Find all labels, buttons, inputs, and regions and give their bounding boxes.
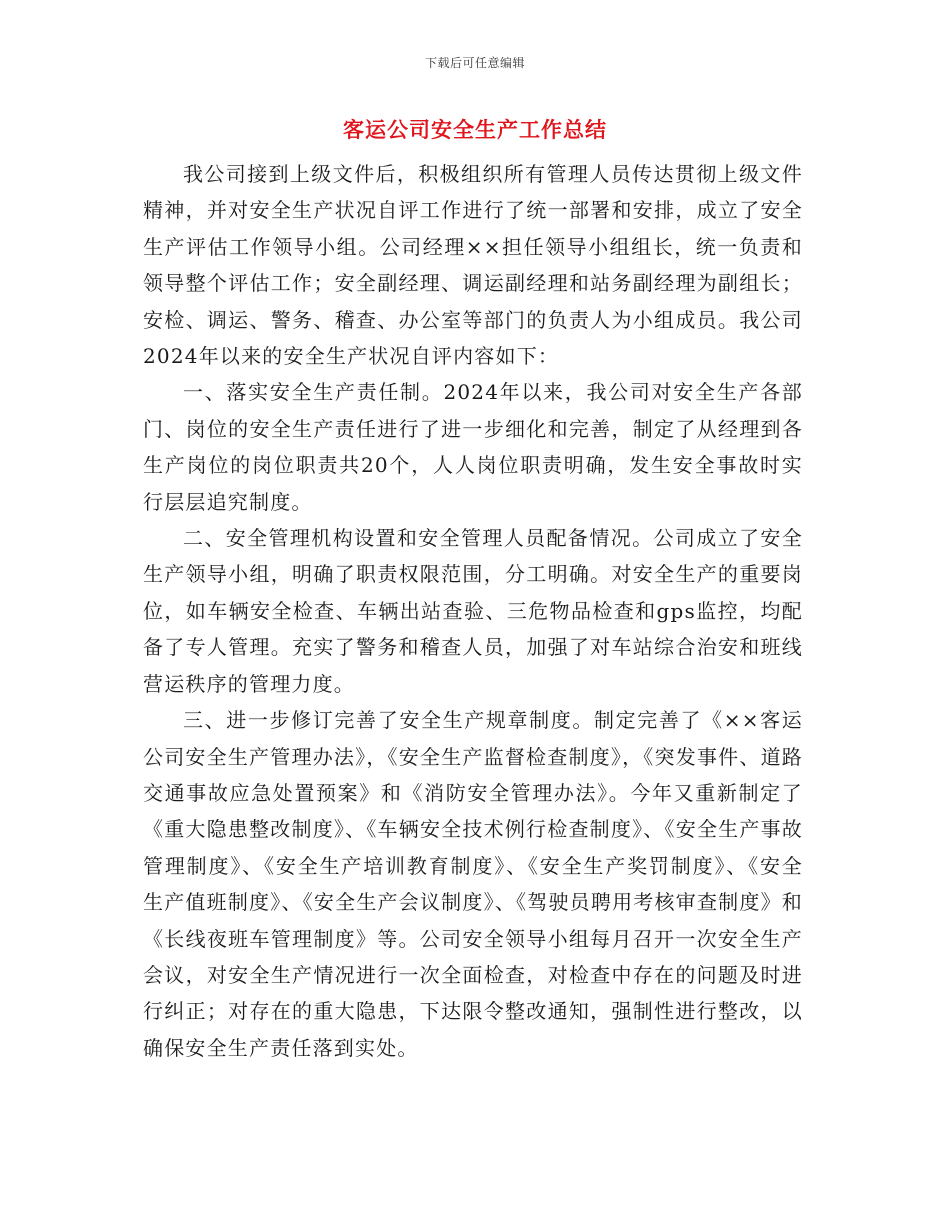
- document-body: [143, 156, 803, 1066]
- header-note: 下载后可任意编辑: [424, 56, 525, 70]
- paragraph-intro: 我公司接到上级文件后，积极组织所有管理人员传达贯彻上级文件精神，并对安全生产状况自评工作进行了统一部署和安排，成立了安全生产评估工作领导小组。公司经理××担任领导小组组长，统一负责和领导整个评估工作；安全副经理、调运副经理和站务副经理为副组长；安检、调运、警务、稽查、办公室等部门的负责人为小组成员。我公司2024年以来的安全生产状况自评内容如下：: [143, 162, 803, 369]
- document-title: 客运公司安全生产工作总结: [343, 117, 607, 142]
- paragraph-section-3: 三、进一步修订完善了安全生产规章制度。制定完善了《××客运公司安全生产管理办法》，《安全生产监督检查制度》，《突发事件、道路交通事故应急处置预案》和《消防安全管理办法》。今年又重新制定了《重大隐患整改制度》、《车辆安全技术例行检查制度》、《安全生产事故管理制度》、《安全生产培训教育制度》、《安全生产奖罚制度》、《安全生产值班制度》、《安全生产会议制度》、《驾驶员聘用考核审查制度》和《长线夜班车管理制度》等。公司安全领导小组每月召开一次安全生产会议，对安全生产情况进行一次全面检查，对检查中存在的问题及时进行纠正；对存在的重大隐患，下达限令整改通知，强制性进行整改，以确保安全生产责任落到实处。: [143, 708, 803, 1060]
- paragraph-section-2: 二、安全管理机构设置和安全管理人员配备情况。公司成立了安全生产领导小组，明确了职责权限范围，分工明确。对安全生产的重要岗位，如车辆安全检查、车辆出站查验、三危物品检查和gps监控，均配备了专人管理。充实了警务和稽查人员，加强了对车站综合治安和班线营运秩序的管理力度。: [143, 526, 803, 696]
- paragraph-section-1: 一、落实安全生产责任制。2024年以来，我公司对安全生产各部门、岗位的安全生产责任进行了进一步细化和完善，制定了从经理到各生产岗位的岗位职责共20个，人人岗位职责明确，发生安全事故时实行层层追究制度。: [143, 380, 803, 514]
